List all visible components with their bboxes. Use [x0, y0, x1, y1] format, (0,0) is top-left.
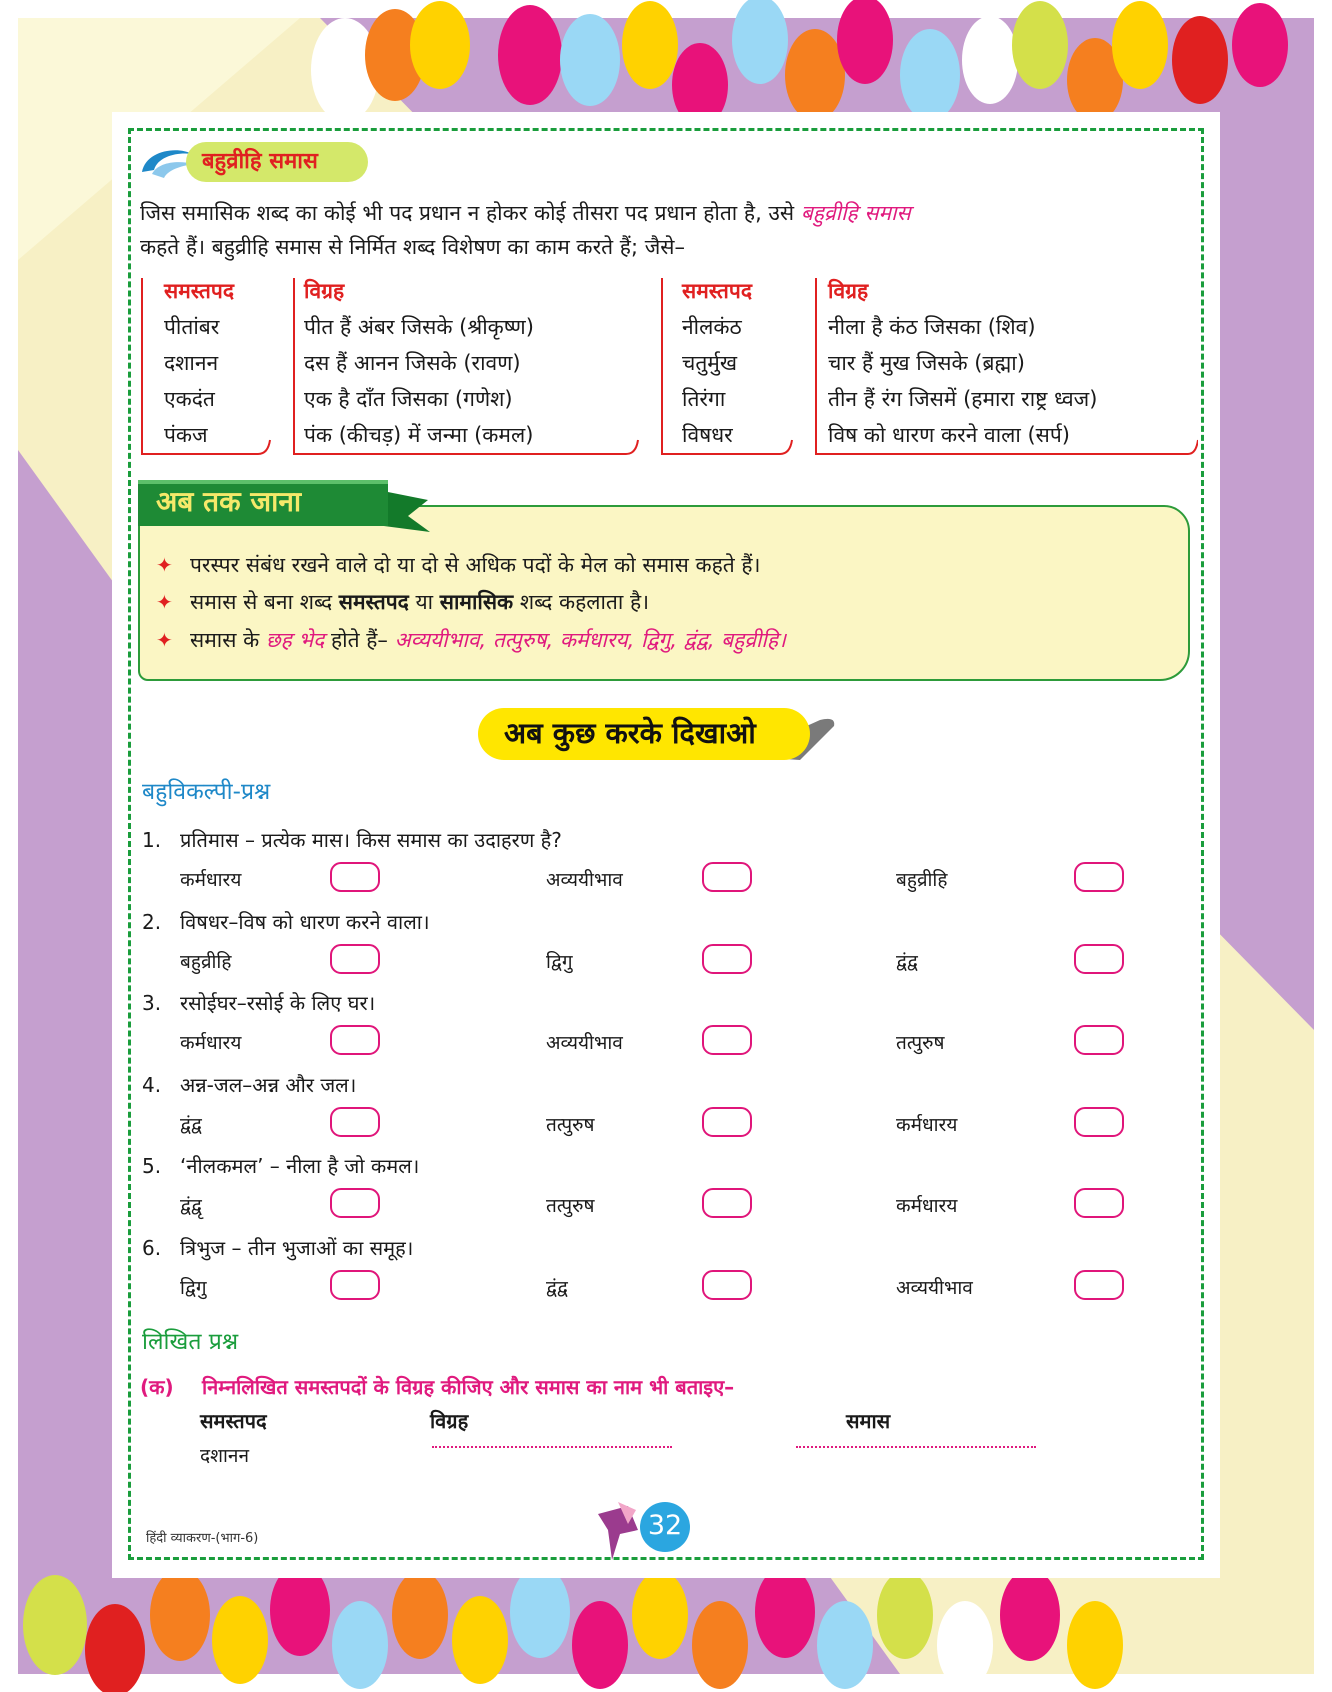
question-5-option-2-label: तत्पुरुष — [546, 1195, 595, 1217]
question-1-option-3-label: बहुव्रीहि — [896, 869, 948, 891]
bullet-2-part-e: शब्द कहलाता है। — [513, 590, 650, 614]
star-ribbon-icon — [598, 1500, 644, 1562]
question-3-text: रसोईघर–रसोई के लिए घर। — [180, 991, 376, 1015]
question-6-option-2-label: द्वंद्व — [546, 1277, 568, 1299]
right-col-header-samastpad: समस्तपद — [682, 279, 752, 303]
bullet-3-icon: ✦ — [156, 628, 173, 652]
right-word-2: चतुर्मुख — [682, 351, 738, 375]
question-1-option-2-label: अव्ययीभाव — [546, 869, 623, 891]
question-3-option-1-checkbox[interactable] — [330, 1025, 380, 1055]
bullet-3-part-c: होते हैं– — [324, 628, 395, 652]
right-word-1: नीलकंठ — [682, 315, 742, 339]
summary-bullet-1: परस्पर संबंध रखने वाले दो या दो से अधिक पदों के मेल को समास कहते हैं। — [190, 553, 761, 577]
question-1-option-1-checkbox[interactable] — [330, 862, 380, 892]
mcq-heading: बहुविकल्पी-प्रश्न — [142, 779, 271, 805]
intro-highlight: बहुव्रीहि समास — [800, 201, 911, 225]
question-2-option-1-label: बहुव्रीहि — [180, 951, 232, 973]
bullet-1-icon: ✦ — [156, 553, 173, 577]
question-5-option-3-checkbox[interactable] — [1074, 1188, 1124, 1218]
question-2-option-2-label: द्विगु — [546, 951, 573, 973]
question-4-option-3-label: कर्मधारय — [896, 1114, 958, 1136]
question-2-option-2-checkbox[interactable] — [702, 944, 752, 974]
bullet-2-part-c: या — [408, 590, 440, 614]
question-3-option-2-checkbox[interactable] — [702, 1025, 752, 1055]
question-3-option-2-label: अव्ययीभाव — [546, 1032, 623, 1054]
left-vigrah-1: पीत हैं अंबर जिसके (श्रीकृष्ण) — [304, 315, 534, 339]
question-2-number: 2. — [142, 910, 162, 934]
question-2-option-3-checkbox[interactable] — [1074, 944, 1124, 974]
question-1-option-3-checkbox[interactable] — [1074, 862, 1124, 892]
question-5-option-1-checkbox[interactable] — [330, 1188, 380, 1218]
right-vigrah-4: विष को धारण करने वाला (सर्प) — [828, 423, 1070, 447]
right-word-3: तिरंगा — [682, 387, 726, 411]
question-3-option-3-checkbox[interactable] — [1074, 1025, 1124, 1055]
question-3-option-3-label: तत्पुरुष — [896, 1032, 945, 1054]
question-4-number: 4. — [142, 1073, 162, 1097]
question-6-option-3-checkbox[interactable] — [1074, 1270, 1124, 1300]
question-5-number: 5. — [142, 1154, 162, 1178]
vigrah-answer-line[interactable] — [432, 1446, 672, 1448]
question-4-option-2-checkbox[interactable] — [702, 1107, 752, 1137]
left-vigrah-4: पंक (कीचड़) में जन्मा (कमल) — [304, 423, 534, 447]
question-4-option-1-checkbox[interactable] — [330, 1107, 380, 1137]
right-vigrah-3: तीन हैं रंग जिसमें (हमारा राष्ट्र ध्वज) — [828, 387, 1098, 411]
right-vigrah-1: नीला है कंठ जिसका (शिव) — [828, 315, 1036, 339]
question-6-option-3-label: अव्ययीभाव — [896, 1277, 973, 1299]
question-5-option-3-label: कर्मधारय — [896, 1195, 958, 1217]
left-word-2: दशानन — [164, 351, 219, 375]
section-title: बहुव्रीहि समास — [202, 149, 318, 174]
question-6-number: 6. — [142, 1236, 162, 1260]
activity-title: अब कुछ करके दिखाओ — [504, 716, 756, 750]
question-4-option-1-label: द्वंद्व — [180, 1114, 202, 1136]
samas-answer-line[interactable] — [796, 1446, 1036, 1448]
question-2-option-3-label: द्वंद्व — [896, 951, 918, 973]
left-word-3: एकदंत — [164, 387, 215, 411]
right-col-header-vigrah: विग्रह — [828, 279, 869, 303]
left-word-4: पंकज — [164, 423, 208, 447]
written-word-dashanan: दशानन — [200, 1445, 250, 1467]
bullet-2-icon: ✦ — [156, 590, 173, 614]
left-col-header-samastpad: समस्तपद — [164, 279, 234, 303]
bullet-2-samasik: सामासिक — [439, 590, 514, 614]
question-2-option-1-checkbox[interactable] — [330, 944, 380, 974]
question-1-number: 1. — [142, 828, 162, 852]
bullet-3-part-a: समास के — [190, 628, 266, 652]
written-col-samas: समास — [846, 1409, 891, 1433]
question-6-option-2-checkbox[interactable] — [702, 1270, 752, 1300]
question-6-option-1-checkbox[interactable] — [330, 1270, 380, 1300]
footer-book-title: हिंदी व्याकरण-(भाग-6) — [146, 1531, 259, 1546]
summary-banner-title: अब तक जाना — [156, 485, 302, 518]
written-col-vigrah: विग्रह — [430, 1409, 469, 1433]
question-5-option-2-checkbox[interactable] — [702, 1188, 752, 1218]
left-vigrah-3: एक है दाँत जिसका (गणेश) — [304, 387, 513, 411]
page-number: 32 — [647, 1510, 683, 1541]
written-col-samastpad: समस्तपद — [200, 1409, 267, 1433]
question-5-option-1-label: द्वंद्वृ — [180, 1195, 202, 1217]
question-4-text: अन्न-जल–अन्न और जल। — [180, 1073, 357, 1097]
left-col-header-vigrah: विग्रह — [304, 279, 345, 303]
summary-bullet-3 — [190, 625, 786, 655]
right-word-4: विषधर — [682, 423, 733, 447]
question-4-option-3-checkbox[interactable] — [1074, 1107, 1124, 1137]
question-6-text: त्रिभुज – तीन भुजाओं का समूह। — [180, 1236, 414, 1260]
question-3-number: 3. — [142, 991, 162, 1015]
question-1-option-2-checkbox[interactable] — [702, 862, 752, 892]
right-vigrah-2: चार हैं मुख जिसके (ब्रह्मा) — [828, 351, 1025, 375]
bullet-3-types: अव्ययीभाव, तत्पुरुष, कर्मधारय, द्विगु, द्वंद्व, बहुव्रीहि। — [394, 628, 786, 652]
bullet-2-part-a: समास से बना शब्द — [190, 590, 339, 614]
question-5-text: ‘नीलकमल’ – नीला है जो कमल। — [180, 1154, 420, 1178]
left-word-1: पीतांबर — [164, 315, 220, 339]
question-1-option-1-label: कर्मधारय — [180, 869, 242, 891]
written-q-label: (क) — [140, 1375, 174, 1399]
bullet-3-chhah-bhed: छह भेद — [265, 628, 325, 652]
bullet-2-samastpad: समस्तपद — [338, 590, 409, 614]
question-2-text: विषधर–विष को धारण करने वाला। — [180, 910, 430, 934]
intro-text-2: कहते हैं। बहुव्रीहि समास से निर्मित शब्द विशेषण का काम करते हैं; जैसे– — [140, 235, 685, 259]
left-vigrah-2: दस हैं आनन जिसके (रावण) — [304, 351, 521, 375]
question-3-option-1-label: कर्मधारय — [180, 1032, 242, 1054]
intro-paragraph — [140, 198, 1196, 228]
question-1-text: प्रतिमास – प्रत्येक मास। किस समास का उदाहरण है? — [180, 828, 562, 852]
summary-bullet-2 — [190, 587, 649, 617]
written-heading: लिखित प्रश्न — [142, 1329, 239, 1355]
intro-text-1: जिस समासिक शब्द का कोई भी पद प्रधान न होकर कोई तीसरा पद प्रधान होता है, उसे — [140, 201, 801, 225]
written-q-text: निम्नलिखित समस्तपदों के विग्रह कीजिए और समास का नाम भी बताइए– — [202, 1375, 735, 1399]
question-6-option-1-label: द्विगु — [180, 1277, 207, 1299]
question-4-option-2-label: तत्पुरुष — [546, 1114, 595, 1136]
